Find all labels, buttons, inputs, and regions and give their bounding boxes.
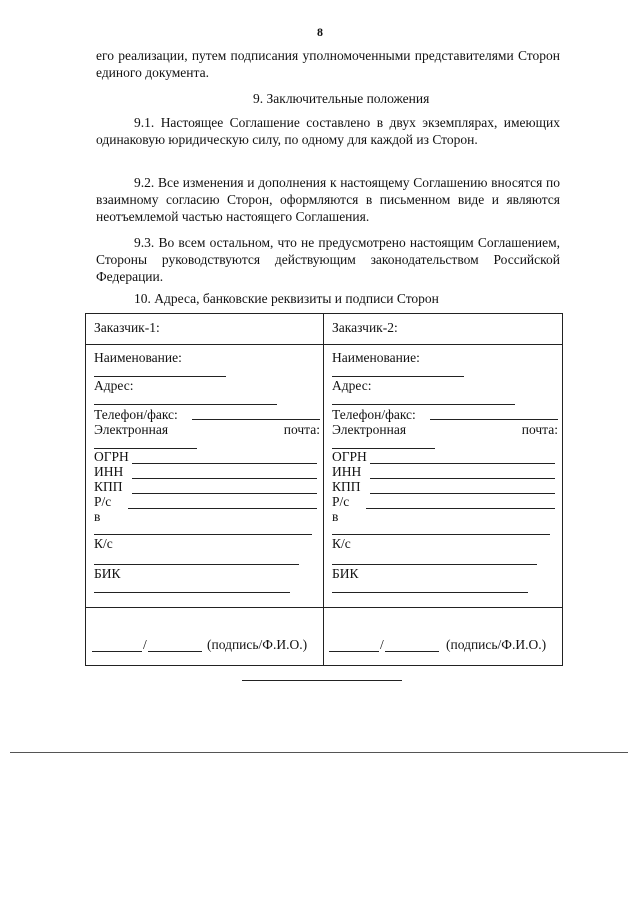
inn-field[interactable] — [132, 478, 317, 479]
email-label-right: почта: — [283, 422, 320, 437]
phone-label: Телефон/факс: — [94, 407, 178, 422]
address-field[interactable] — [94, 404, 277, 405]
name-field[interactable] — [94, 376, 226, 377]
rs-field[interactable] — [128, 508, 317, 509]
clause-9-1: 9.1. Настоящее Соглашение составлено в двух экземплярах, имеющих одинаковую юридическую силу, по одному для каждой из Сторон. — [96, 115, 560, 147]
rs-label: Р/с — [94, 494, 112, 509]
rs-field[interactable] — [366, 508, 555, 509]
fio-field-1[interactable] — [148, 651, 202, 652]
bik-field[interactable] — [332, 592, 528, 593]
page-number: 8 — [317, 25, 323, 39]
phone-field[interactable] — [192, 419, 320, 420]
section-9-heading: 9. Заключительные положения — [253, 91, 430, 106]
kpp-label: КПП — [94, 479, 123, 494]
customer-1-title: Заказчик-1: — [94, 320, 160, 335]
phone-label: Телефон/факс: — [332, 407, 416, 422]
section-10-heading: 10. Адреса, банковские реквизиты и подписи Сторон — [134, 291, 439, 306]
bank-label: в — [94, 509, 101, 524]
email-label-left: Электронная — [332, 422, 407, 437]
signature-caption-2: (подпись/Ф.И.О.) — [446, 637, 547, 652]
name-field[interactable] — [332, 376, 464, 377]
requisites-table — [85, 313, 563, 666]
kpp-label: КПП — [332, 479, 361, 494]
bik-label: БИК — [332, 566, 359, 581]
ogrn-label: ОГРН — [332, 449, 367, 464]
signature-field-1[interactable] — [92, 651, 142, 652]
bank-label: в — [332, 509, 339, 524]
customer-2-column — [332, 314, 558, 667]
customer-1-column — [94, 314, 320, 667]
name-label: Наименование: — [94, 350, 182, 365]
fio-field-2[interactable] — [385, 651, 439, 652]
ks-label: К/с — [94, 536, 113, 551]
address-label: Адрес: — [332, 378, 372, 393]
clause-9-3: 9.3. Во всем остальном, что не предусмотрено настоящим Соглашением, Стороны руководствуются действующим законодательством Российской Федерации. — [96, 235, 560, 284]
signature-slash: / — [380, 637, 384, 652]
email-label-right: почта: — [521, 422, 558, 437]
clause-9-2: 9.2. Все изменения и дополнения к настоящему Соглашению вносятся по взаимному согласию Сторон, оформляются в письменном виде и являются неотъемлемой частью настоящего Соглашения. — [96, 175, 560, 224]
bik-label: БИК — [94, 566, 121, 581]
ogrn-label: ОГРН — [94, 449, 129, 464]
inn-label: ИНН — [94, 464, 124, 479]
phone-field[interactable] — [430, 419, 558, 420]
bank-field[interactable] — [332, 534, 550, 535]
ks-label: К/с — [332, 536, 351, 551]
signature-field-2[interactable] — [329, 651, 379, 652]
ogrn-field[interactable] — [132, 463, 317, 464]
bik-field[interactable] — [94, 592, 290, 593]
kpp-field[interactable] — [370, 493, 555, 494]
address-field[interactable] — [332, 404, 515, 405]
inn-label: ИНН — [332, 464, 362, 479]
signature-caption-1: (подпись/Ф.И.О.) — [207, 637, 308, 652]
intro-continuation: его реализации, путем подписания уполномоченными представителями Сторон единого документа. — [96, 48, 560, 80]
email-label-left: Электронная — [94, 422, 169, 437]
bank-field[interactable] — [94, 534, 312, 535]
name-label: Наименование: — [332, 350, 420, 365]
section-end-rule — [242, 680, 402, 681]
page-footer-rule — [10, 752, 628, 753]
ks-field[interactable] — [94, 564, 299, 565]
ogrn-field[interactable] — [370, 463, 555, 464]
inn-field[interactable] — [370, 478, 555, 479]
rs-label: Р/с — [332, 494, 350, 509]
address-label: Адрес: — [94, 378, 134, 393]
column-divider — [323, 314, 324, 665]
signature-slash: / — [143, 637, 147, 652]
ks-field[interactable] — [332, 564, 537, 565]
kpp-field[interactable] — [132, 493, 317, 494]
customer-2-title: Заказчик-2: — [332, 320, 398, 335]
